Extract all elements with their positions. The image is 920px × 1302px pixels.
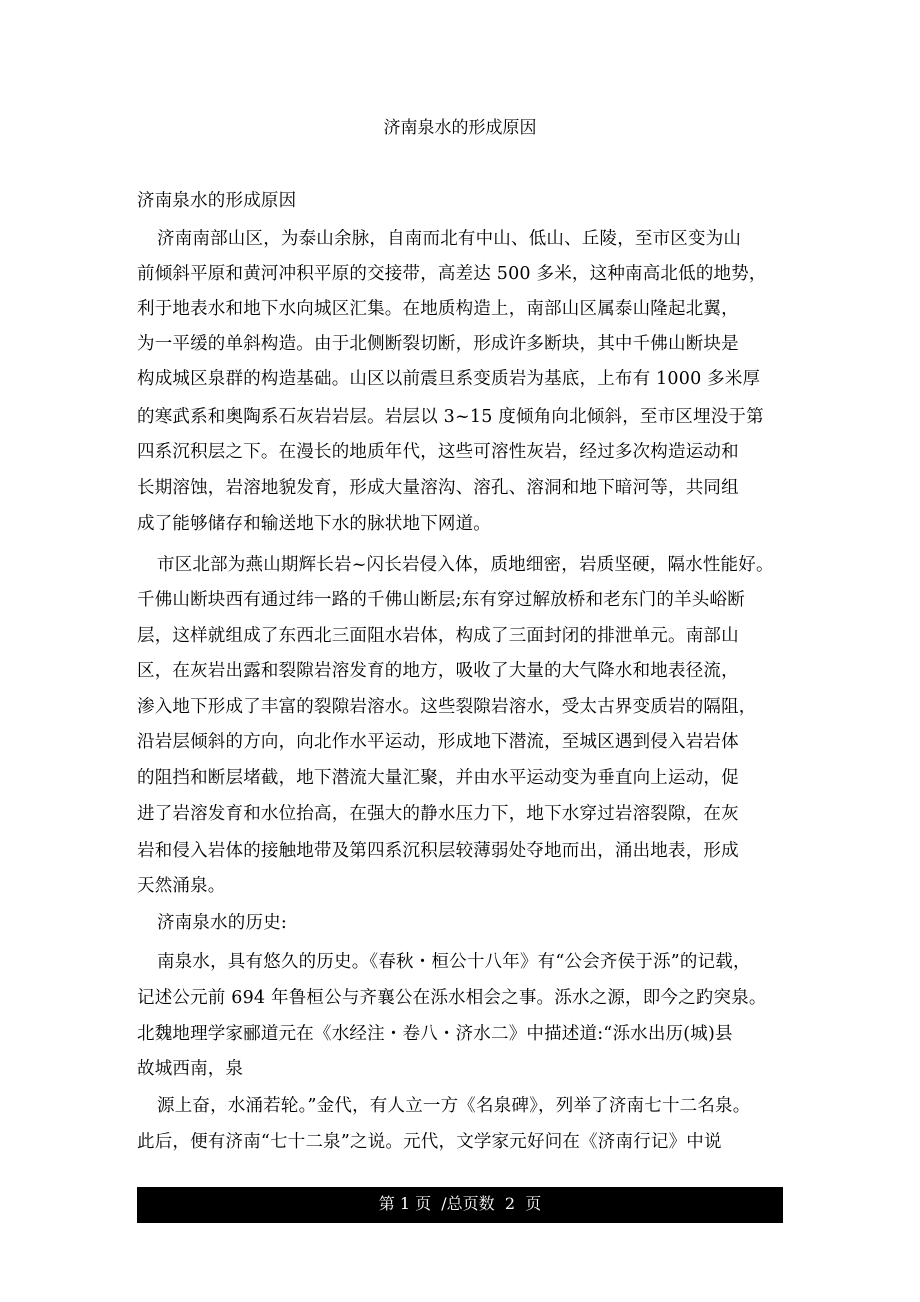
text-line: 层，这样就组成了东西北三面阻水岩体，构成了三面封闭的排泄单元。南部山 — [137, 626, 739, 646]
text-line: 记述公元前 694 年鲁桓公与齐襄公在泺水相会之事。泺水之源，即今之趵突泉。 — [137, 988, 767, 1008]
text-line: 源上奋，水涌若轮。”金代，有人立一方《名泉碑》，列举了济南七十二名泉。 — [157, 1096, 751, 1116]
text-line: 千佛山断块西有通过纬一路的千佛山断层;东有穿过解放桥和老东门的羊头峪断 — [137, 590, 745, 610]
text-line: 济南南部山区，为泰山余脉，自南而北有中山、低山、丘陵，至市区变为山 — [157, 229, 742, 249]
text-line: 四系沉积层之下。在漫长的地质年代，这些可溶性灰岩，经过多次构造运动和 — [137, 442, 739, 462]
text-line: 长期溶蚀，岩溶地貌发育，形成大量溶沟、溶孔、溶洞和地下暗河等，共同组 — [137, 478, 739, 498]
text-line: 进了岩溶发育和水位抬高，在强大的静水压力下，地下水穿过岩溶裂隙，在灰 — [137, 804, 739, 824]
text-line: 前倾斜平原和黄河冲积平原的交接带，高差达 500 多米，这种南高北低的地势， — [137, 264, 767, 284]
text-line: 的阻挡和断层堵截，地下潜流大量汇聚，并由水平运动变为垂直向上运动，促 — [137, 768, 739, 788]
text-line: 成了能够储存和输送地下水的脉状地下网道。 — [137, 514, 491, 534]
text-line: 为一平缓的单斜构造。由于北侧断裂切断，形成许多断块，其中千佛山断块是 — [137, 334, 739, 354]
page-footer — [137, 1187, 783, 1223]
text-line: 此后，便有济南“七十二泉”之说。元代，文学家元好问在《济南行记》中说 — [137, 1132, 722, 1152]
text-line: 故城西南，泉 — [137, 1059, 244, 1079]
text-line: 的寒武系和奥陶系石灰岩岩层。岩层以 3~15 度倾角向北倾斜，至市区埋没于第 — [137, 407, 764, 427]
document-title: 济南泉水的形成原因 — [383, 118, 537, 138]
text-line: 天然涌泉。 — [137, 876, 226, 896]
section-heading: 济南泉水的历史: — [157, 913, 287, 933]
text-line: 市区北部为燕山期辉长岩~闪长岩侵入体，质地细密，岩质坚硬，隔水性能好。 — [157, 555, 774, 575]
text-line: 沿岩层倾斜的方向，向北作水平运动，形成地下潜流，至城区遇到侵入岩岩体 — [137, 732, 739, 752]
text-line: 利于地表水和地下水向城区汇集。在地质构造上，南部山区属泰山隆起北翼， — [137, 299, 739, 319]
section-heading: 济南泉水的形成原因 — [137, 191, 297, 211]
text-line: 渗入地下形成了丰富的裂隙岩溶水。这些裂隙岩溶水，受太古界变质岩的隔阻， — [137, 697, 757, 717]
text-line: 构成城区泉群的构造基础。山区以前震旦系变质岩为基底，上布有 1000 多米厚 — [137, 369, 761, 389]
page-number: 第 1 页 /总页数 2 页 — [378, 1194, 542, 1213]
text-line: 区，在灰岩出露和裂隙岩溶发育的地方，吸收了大量的大气降水和地表径流， — [137, 661, 739, 681]
text-line: 岩和侵入岩体的接触地带及第四系沉积层较薄弱处夺地而出，涌出地表，形成 — [137, 841, 739, 861]
text-line: 南泉水，具有悠久的历史。《春秋・桓公十八年》有“公会齐侯于泺”的记载， — [157, 952, 751, 972]
text-line: 北魏地理学家郦道元在《水经注・卷八・济水二》中描述道:“泺水出历(城)县 — [137, 1024, 733, 1044]
